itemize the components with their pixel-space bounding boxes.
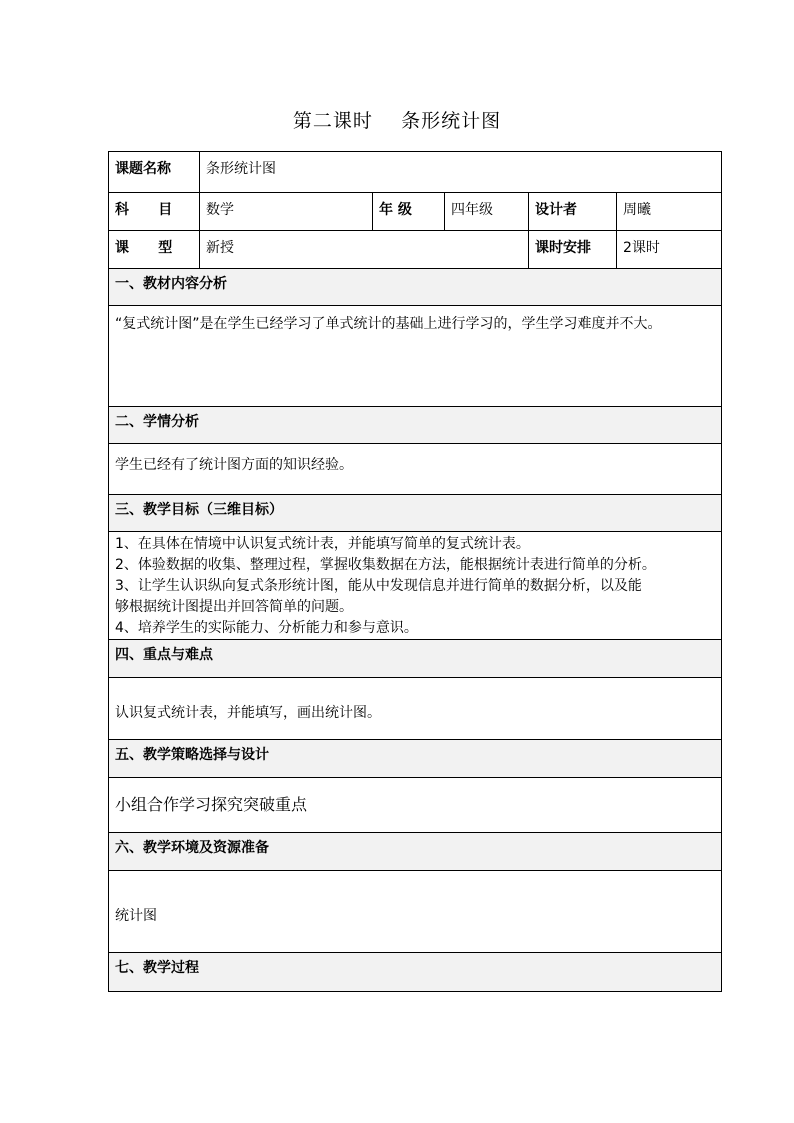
content-analysis-text: “复式统计图”是在学生已经学习了单式统计的基础上进行学习的，学生学习难度并不大。 (109, 306, 722, 407)
subject-value: 数学 (200, 193, 373, 231)
type-label: 课 型 (109, 231, 200, 269)
designer-value: 周曦 (617, 193, 722, 231)
subject-row (109, 193, 722, 231)
objective-item: 1、在具体在情境中认识复式统计表，并能填写简单的复式统计表。 (115, 536, 530, 552)
objective-item: 2、体验数据的收集、整理过程，掌握收集数据在方法，能根据统计表进行简单的分析。 (115, 557, 656, 573)
subject-label: 科 目 (109, 193, 200, 231)
objectives-list (109, 532, 722, 640)
type-row (109, 231, 722, 269)
grade-value: 四年级 (445, 193, 529, 231)
section-heading-resources: 六、教学环境及资源准备 (109, 833, 722, 871)
schedule-label: 课时安排 (529, 231, 617, 269)
objective-item: 3、让学生认识纵向复式条形统计图，能从中发现信息并进行简单的数据分析，以及能 (115, 578, 642, 594)
resources-text: 统计图 (109, 871, 722, 953)
lesson-plan-table (108, 151, 722, 992)
page-title: 第二课时 条形统计图 (292, 110, 502, 132)
topic-value: 条形统计图 (200, 152, 722, 193)
section-heading-learner-analysis: 二、学情分析 (109, 407, 722, 444)
grade-label: 年 级 (373, 193, 445, 231)
section-heading-content-analysis: 一、教材内容分析 (109, 269, 722, 306)
topic-label: 课题名称 (109, 152, 200, 193)
section-heading-objectives: 三、教学目标（三维目标） (109, 495, 722, 532)
designer-label: 设计者 (529, 193, 617, 231)
type-value: 新授 (200, 231, 529, 269)
section-heading-key-points: 四、重点与难点 (109, 640, 722, 678)
strategy-text: 小组合作学习探究突破重点 (109, 778, 722, 833)
objective-item: 够根据统计图提出并回答简单的问题。 (115, 599, 353, 615)
topic-row (109, 152, 722, 193)
schedule-value: 2课时 (617, 231, 722, 269)
objective-item: 4、培养学生的实际能力、分析能力和参与意识。 (115, 620, 418, 636)
key-points-text: 认识复式统计表，并能填写，画出统计图。 (109, 678, 722, 740)
learner-analysis-text: 学生已经有了统计图方面的知识经验。 (109, 444, 722, 495)
section-heading-strategy: 五、教学策略选择与设计 (109, 740, 722, 778)
section-heading-process: 七、教学过程 (109, 953, 722, 992)
